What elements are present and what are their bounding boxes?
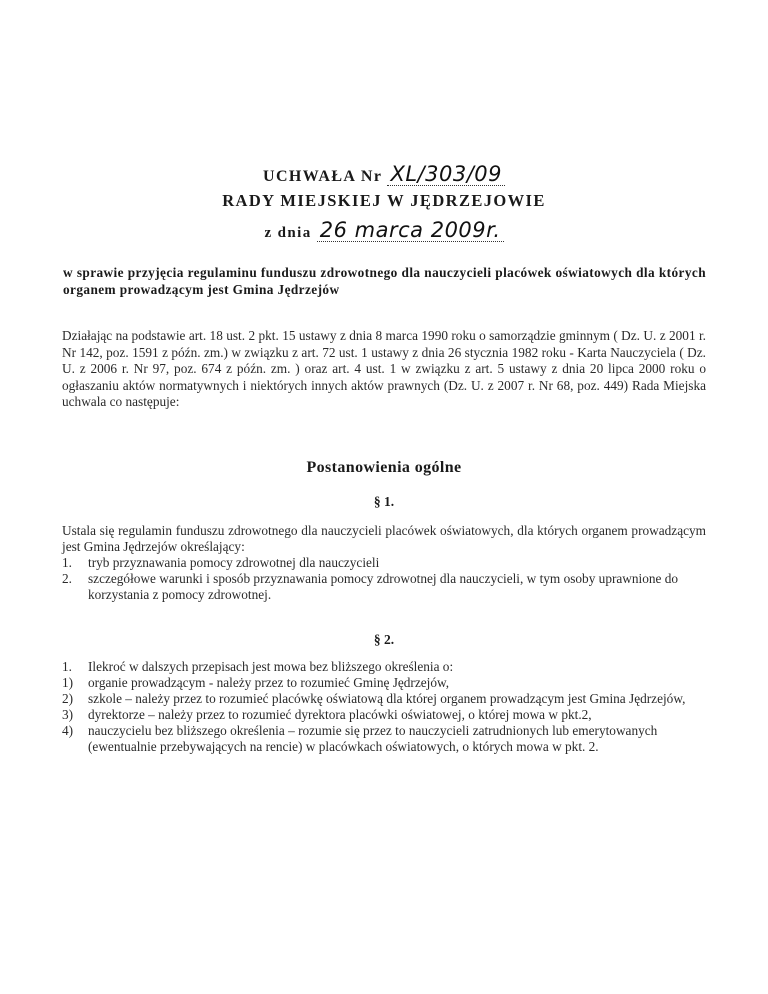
list-item-number: 3) xyxy=(62,707,74,722)
list-item-text: Ilekroć w dalszych przepisach jest mowa bez bliższego określenia o: xyxy=(88,659,454,674)
resolution-date-field xyxy=(317,218,504,242)
paragraph-2-body xyxy=(62,659,706,755)
list-item xyxy=(62,659,706,675)
resolution-label: UCHWAŁA Nr xyxy=(263,168,383,185)
section-heading-general: Postanowienia ogólne xyxy=(306,459,462,476)
paragraph-1-body xyxy=(62,523,706,603)
list-item-text: szkole – należy przez to rozumieć placówkę oświatową dla której organem prowadzącym jest Gmina Jędrzejów, xyxy=(88,691,686,706)
resolution-number: XL/303/09 xyxy=(390,162,502,186)
list-item-number: 1. xyxy=(62,555,72,570)
list-item-number: 1) xyxy=(62,675,74,690)
list-item-text: tryb przyznawania pomocy zdrowotnej dla nauczycieli xyxy=(88,555,380,570)
resolution-date: 26 marca 2009r. xyxy=(319,218,501,242)
resolution-number-field xyxy=(387,162,505,186)
list-item-text: organie prowadzącym - należy przez to rozumieć Gminę Jędrzejów, xyxy=(88,675,450,690)
date-label: z dnia xyxy=(264,225,312,241)
list-item-number: 2) xyxy=(62,691,74,706)
list-item-number: 1. xyxy=(62,659,72,674)
list-item-text: szczegółowe warunki i sposób przyznawania pomocy zdrowotnej dla nauczycieli, w tym osoby uprawnione do korzystania z pomocy zdrowotnej. xyxy=(88,571,679,602)
list-item xyxy=(62,707,706,723)
list-item xyxy=(62,675,706,691)
paragraph-2-heading: § 2. xyxy=(373,632,395,647)
council-name: RADY MIEJSKIEJ W JĘDRZEJOWIE xyxy=(222,191,546,210)
list-item xyxy=(62,571,706,603)
resolution-number-line xyxy=(0,162,768,186)
list-item-number: 4) xyxy=(62,723,74,738)
list-item xyxy=(62,555,706,571)
resolution-subject: w sprawie przyjęcia regulaminu funduszu zdrowotnego dla nauczycieli placówek oświatowych dla których organem prowadzącym jest Gmina Jędrzejów xyxy=(63,265,706,297)
list-item xyxy=(62,691,706,707)
paragraph-1-intro: Ustala się regulamin funduszu zdrowotnego dla nauczycieli placówek oświatowych, dla których organem prowadzącym jest Gmina Jędrzejów określający: xyxy=(62,523,706,554)
list-item-number: 2. xyxy=(62,571,72,586)
paragraph-1-heading: § 1. xyxy=(373,494,395,509)
legal-basis-preamble: Działając na podstawie art. 18 ust. 2 pkt. 15 ustawy z dnia 8 marca 1990 roku o samorządzie gminnym ( Dz. U. z 2001 r. Nr 142, poz. 1591 z późn. zm.) w związku z art. 72 ust. 1 ustawy z dnia 26 stycznia 1982 roku - Karta Nauczyciela ( Dz. U. z 2006 r. Nr 97, poz. 674 z późn. zm. ) oraz art. 4 ust. 1 w związku z art. 5 ustawy z dnia 20 lipca 2000 roku o ogłaszaniu aktów normatywnych i niektórych innych aktów prawnych (Dz. U. z 2007 r. Nr 68, poz. 449) Rada Miejska uchwala co następuje: xyxy=(62,328,706,409)
list-item xyxy=(62,723,706,755)
resolution-date-line xyxy=(0,218,768,242)
list-item-text: nauczycielu bez bliższego określenia – rozumie się przez to nauczycieli zatrudnionych lub emerytowanych (ewentualnie przebywających na rencie) w placówkach oświatowych, o których mowa w pkt. 2. xyxy=(88,723,658,754)
list-item-text: dyrektorze – należy przez to rozumieć dyrektora placówki oświatowej, o której mowa w pkt.2, xyxy=(88,707,592,722)
